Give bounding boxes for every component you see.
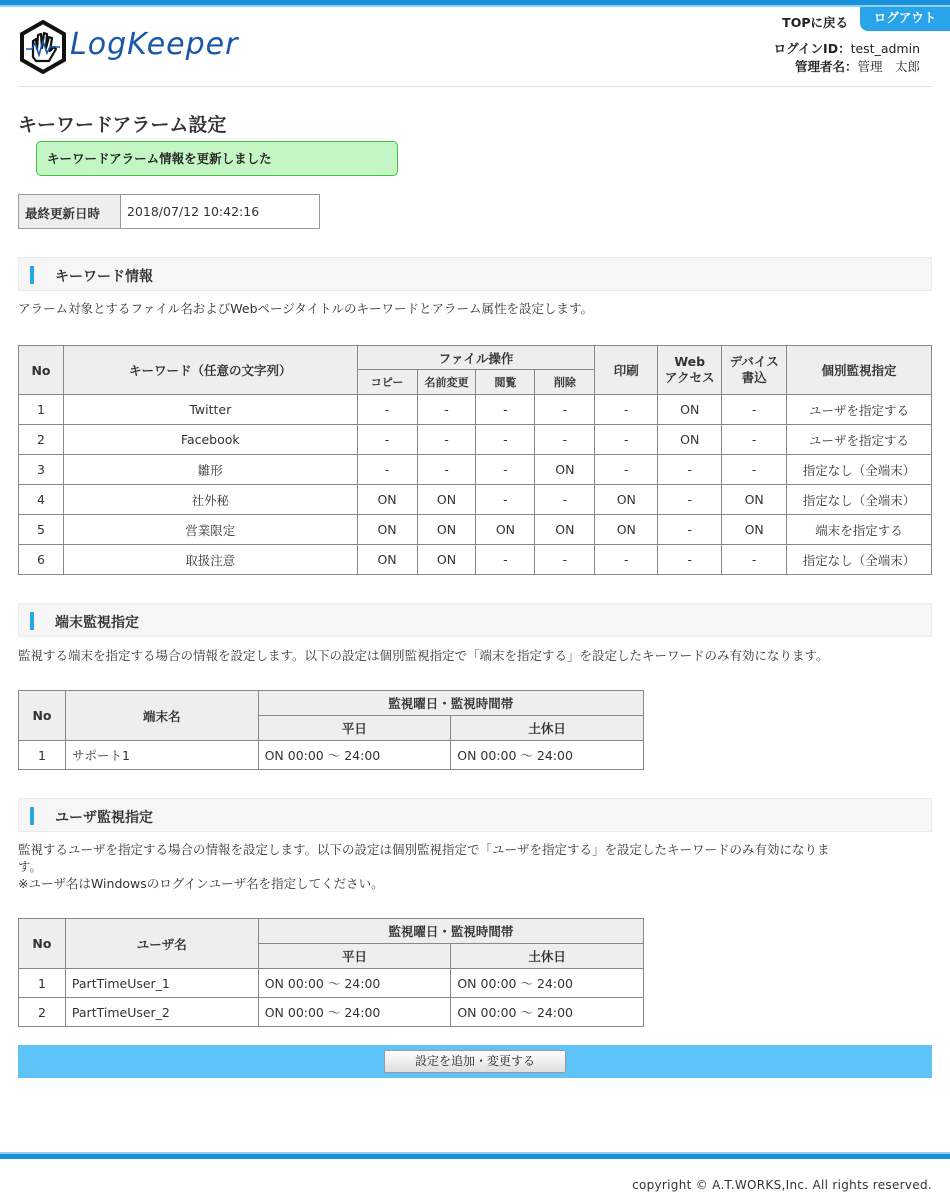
keyword-cell-view: - xyxy=(476,425,535,455)
keyword-cell-delete: ON xyxy=(535,515,595,545)
keyword-cell-print: - xyxy=(595,425,658,455)
section-accent-bar xyxy=(30,612,34,630)
col-rename: 名前変更 xyxy=(417,370,476,395)
keyword-cell-delete: - xyxy=(535,485,595,515)
keyword-cell-print: - xyxy=(595,395,658,425)
col-weekday: 平日 xyxy=(258,944,451,969)
keyword-row xyxy=(19,455,932,485)
keyword-cell-no: 4 xyxy=(19,485,64,515)
keyword-row xyxy=(19,485,932,515)
col-view: 閲覧 xyxy=(476,370,535,395)
keyword-cell-web: ON xyxy=(658,395,722,425)
keyword-cell-keyword: Twitter xyxy=(63,395,357,425)
keyword-cell-print: - xyxy=(595,545,658,575)
keyword-row xyxy=(19,395,932,425)
keyword-cell-rename: - xyxy=(417,395,476,425)
keyword-row xyxy=(19,545,932,575)
col-schedule: 監視曜日・監視時間帯 xyxy=(258,919,643,944)
keyword-section-header xyxy=(18,257,932,291)
user-cell-weekday: ON 00:00 ～ 24:00 xyxy=(258,969,451,998)
keyword-cell-delete: ON xyxy=(535,455,595,485)
keyword-cell-copy: ON xyxy=(357,515,417,545)
keyword-cell-view: - xyxy=(476,395,535,425)
keyword-cell-device: - xyxy=(722,455,787,485)
keyword-cell-view: - xyxy=(476,485,535,515)
keyword-cell-device: - xyxy=(722,395,787,425)
user-cell-name: PartTimeUser_2 xyxy=(65,998,258,1027)
terminal-section-description: 監視する端末を指定する場合の情報を設定します。以下の設定は個別監視指定で「端末を指定する」を設定したキーワードのみ有効になります。 xyxy=(18,648,829,663)
login-info xyxy=(774,40,920,76)
col-keyword: キーワード（任意の文字列） xyxy=(63,346,357,395)
admin-name-label: 管理者名： xyxy=(794,59,858,74)
keyword-cell-rename: - xyxy=(417,425,476,455)
user-cell-holiday: ON 00:00 ～ 24:00 xyxy=(451,969,644,998)
admin-name-value: 管理 太郎 xyxy=(857,59,920,74)
keyword-cell-view: - xyxy=(476,455,535,485)
user-description-line2: す。 xyxy=(18,859,43,874)
action-bar xyxy=(18,1045,932,1078)
keyword-cell-copy: ON xyxy=(357,485,417,515)
keyword-cell-view: - xyxy=(476,545,535,575)
col-web: Web アクセス xyxy=(658,346,722,395)
keyword-row xyxy=(19,425,932,455)
keyword-cell-device: - xyxy=(722,545,787,575)
user-row xyxy=(19,998,644,1027)
user-cell-no: 2 xyxy=(19,998,66,1027)
page-title: キーワードアラーム設定 xyxy=(18,114,227,136)
logo-text: LogKeeper xyxy=(70,27,239,62)
keyword-cell-web: - xyxy=(658,485,722,515)
keyword-cell-keyword: 取扱注意 xyxy=(63,545,357,575)
section-accent-bar xyxy=(30,266,34,284)
col-holiday: 土休日 xyxy=(451,716,644,741)
last-updated-box xyxy=(18,194,320,229)
col-weekday: 平日 xyxy=(258,716,451,741)
keyword-section-description: アラーム対象とするファイル名およびWebページタイトルのキーワードとアラーム属性を設定します。 xyxy=(18,301,594,316)
terminal-cell-weekday: ON 00:00 ～ 24:00 xyxy=(258,741,451,770)
keyword-cell-web: - xyxy=(658,455,722,485)
user-cell-name: PartTimeUser_1 xyxy=(65,969,258,998)
user-cell-holiday: ON 00:00 ～ 24:00 xyxy=(451,998,644,1027)
header xyxy=(0,7,950,87)
keyword-cell-web: - xyxy=(658,515,722,545)
keyword-cell-copy: ON xyxy=(357,545,417,575)
keyword-cell-view: ON xyxy=(476,515,535,545)
keyword-cell-no: 3 xyxy=(19,455,64,485)
keyword-cell-individual: 指定なし（全端末） xyxy=(787,455,932,485)
col-no: No xyxy=(19,919,66,969)
keyword-cell-keyword: 社外秘 xyxy=(63,485,357,515)
keyword-cell-print: - xyxy=(595,455,658,485)
keyword-table xyxy=(18,345,932,575)
col-user-name: ユーザ名 xyxy=(65,919,258,969)
keyword-section-title: キーワード情報 xyxy=(55,269,153,285)
user-section-header xyxy=(18,798,932,832)
last-updated-label: 最終更新日時 xyxy=(19,195,121,228)
logo[interactable] xyxy=(18,19,318,77)
keyword-cell-copy: - xyxy=(357,395,417,425)
keyword-cell-individual: ユーザを指定する xyxy=(787,395,932,425)
terminal-cell-holiday: ON 00:00 ～ 24:00 xyxy=(451,741,644,770)
keyword-cell-no: 6 xyxy=(19,545,64,575)
user-description-line1: 監視するユーザを指定する場合の情報を設定します。以下の設定は個別監視指定で「ユーザを指定する」を設定したキーワードのみ有効になりま xyxy=(18,842,830,857)
keyword-cell-rename: - xyxy=(417,455,476,485)
copyright: copyright © A.T.WORKS,Inc. All rights reserved. xyxy=(632,1178,932,1192)
keyword-cell-rename: ON xyxy=(417,545,476,575)
keyword-cell-no: 2 xyxy=(19,425,64,455)
success-notice: キーワードアラーム情報を更新しました xyxy=(36,141,398,176)
keyword-cell-keyword: 営業限定 xyxy=(63,515,357,545)
keyword-cell-keyword: 雛形 xyxy=(63,455,357,485)
keyword-cell-individual: ユーザを指定する xyxy=(787,425,932,455)
hand-hexagon-logo-icon xyxy=(18,19,68,75)
terminal-section-header xyxy=(18,603,932,637)
keyword-cell-web: - xyxy=(658,545,722,575)
last-updated-value: 2018/07/12 10:42:16 xyxy=(127,204,260,219)
logout-button[interactable]: ログアウト xyxy=(860,7,950,31)
keyword-cell-no: 1 xyxy=(19,395,64,425)
terminal-cell-no: 1 xyxy=(19,741,66,770)
col-no: No xyxy=(19,691,66,741)
col-schedule: 監視曜日・監視時間帯 xyxy=(258,691,643,716)
login-id-label: ログインID： xyxy=(773,41,851,56)
col-individual: 個別監視指定 xyxy=(787,346,932,395)
col-file-ops: ファイル操作 xyxy=(357,346,595,370)
keyword-cell-print: ON xyxy=(595,485,658,515)
keyword-cell-individual: 指定なし（全端末） xyxy=(787,485,932,515)
col-print: 印刷 xyxy=(595,346,658,395)
keyword-row xyxy=(19,515,932,545)
terminal-table xyxy=(18,690,644,770)
col-no: No xyxy=(19,346,64,395)
keyword-cell-copy: - xyxy=(357,425,417,455)
keyword-cell-individual: 端末を指定する xyxy=(787,515,932,545)
col-terminal-name: 端末名 xyxy=(65,691,258,741)
top-link[interactable]: TOPに戻る xyxy=(782,15,848,30)
user-description-note: ※ユーザ名はWindowsのログインユーザ名を指定してください。 xyxy=(18,876,384,891)
user-cell-weekday: ON 00:00 ～ 24:00 xyxy=(258,998,451,1027)
keyword-cell-device: ON xyxy=(722,485,787,515)
keyword-cell-device: - xyxy=(722,425,787,455)
keyword-cell-delete: - xyxy=(535,425,595,455)
col-holiday: 土休日 xyxy=(451,944,644,969)
keyword-cell-no: 5 xyxy=(19,515,64,545)
keyword-cell-keyword: Facebook xyxy=(63,425,357,455)
keyword-cell-device: ON xyxy=(722,515,787,545)
keyword-cell-rename: ON xyxy=(417,515,476,545)
col-delete: 削除 xyxy=(535,370,595,395)
keyword-cell-print: ON xyxy=(595,515,658,545)
user-section-title: ユーザ監視指定 xyxy=(55,810,153,826)
terminal-cell-name: サポート1 xyxy=(65,741,258,770)
keyword-cell-delete: - xyxy=(535,395,595,425)
submit-button[interactable]: 設定を追加・変更する xyxy=(384,1050,566,1073)
user-row xyxy=(19,969,644,998)
terminal-row xyxy=(19,741,644,770)
user-table xyxy=(18,918,644,1027)
terminal-section-title: 端末監視指定 xyxy=(55,615,139,631)
footer-stripe xyxy=(0,1152,950,1159)
keyword-cell-rename: ON xyxy=(417,485,476,515)
user-section-description xyxy=(18,841,932,892)
keyword-cell-delete: - xyxy=(535,545,595,575)
section-accent-bar xyxy=(30,807,34,825)
keyword-cell-individual: 指定なし（全端末） xyxy=(787,545,932,575)
top-stripe xyxy=(0,0,950,7)
col-copy: コピー xyxy=(357,370,417,395)
col-device: デバイス 書込 xyxy=(722,346,787,395)
keyword-cell-copy: - xyxy=(357,455,417,485)
login-id-value: test_admin xyxy=(850,41,920,56)
keyword-cell-web: ON xyxy=(658,425,722,455)
user-cell-no: 1 xyxy=(19,969,66,998)
header-divider xyxy=(18,86,932,87)
